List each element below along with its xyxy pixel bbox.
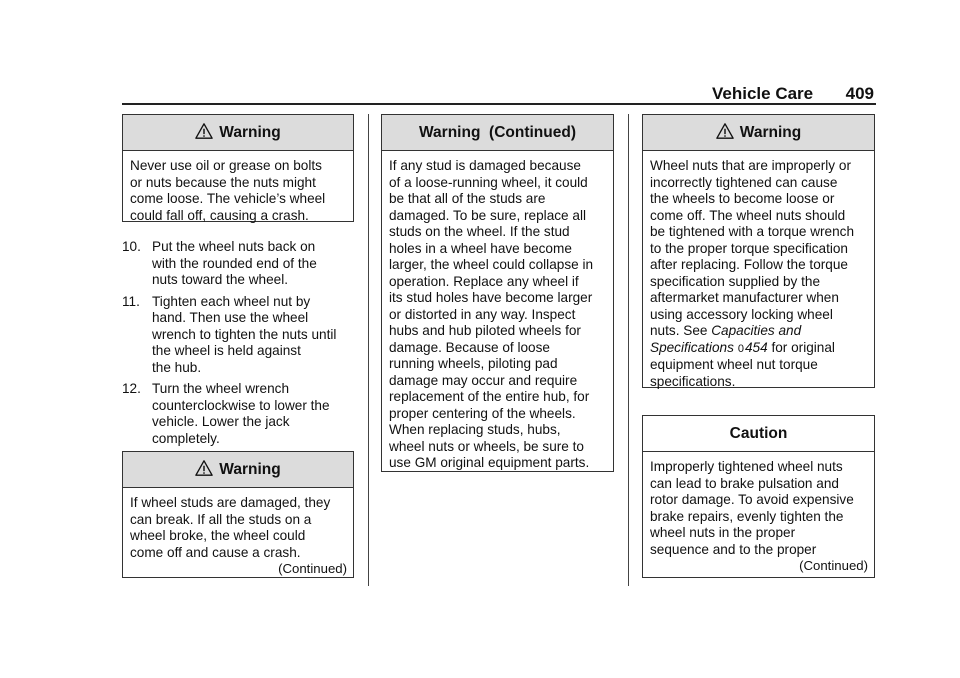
warning-heading-text: Warning [219,460,281,478]
warning-box-3 [642,114,875,388]
warning-heading-text: Warning (Continued) [419,123,576,141]
text-line: wheel broke, the wheel could [130,528,306,543]
text-line: use GM original equipment parts. [389,455,590,470]
text-line: its stud holes have become larger [389,290,593,305]
text-line: proper centering of the wheels. [389,405,576,421]
header-rule [122,103,876,105]
text-line: wrench to tighten the nuts until [152,326,337,342]
list-item [122,381,336,447]
text-line: come loose. The vehicle’s wheel [130,191,326,206]
text-line: running wheels, piloting pad [389,356,558,371]
step-number: 11. [122,293,140,309]
text-line: Turn the wheel wrench [152,381,290,396]
specifications-link[interactable]: Specifications [650,339,734,355]
text-line [650,340,868,358]
warning-body [382,151,613,478]
page-number: 409 [845,84,874,103]
warning-box-2 [122,451,354,578]
caution-body [643,452,874,558]
text-line: nuts toward the wheel. [152,272,289,287]
list-item [122,239,336,289]
capacities-link[interactable]: Capacities and [711,323,802,338]
text-line: can break. If all the studs on a [130,511,312,527]
list-item [122,294,336,377]
caution-heading [643,416,874,452]
text-line: to the proper torque specification [650,240,848,256]
warning-heading [123,452,353,488]
text-line: damage may occur and require [389,372,578,388]
text-line: counterclockwise to lower the [152,397,330,413]
column-divider-right [628,114,629,586]
text-line: equipment wheel nut torque [650,357,818,372]
text-line: vehicle. Lower the jack [152,414,290,429]
text-line: specifications. [650,373,736,389]
warning-box-1 [122,114,354,222]
text-line: the wheel is held against [152,343,301,358]
text-line: incorrectly tightened can cause [650,174,838,190]
text-line: can lead to brake pulsation and [650,475,839,491]
text-line: larger, the wheel could collapse in [389,257,594,272]
text-line: or nuts because the nuts might [130,174,316,190]
warning-body [643,151,874,396]
step-number: 12. [122,381,141,396]
continued-label: (Continued) [278,561,347,576]
text-line: be that all of the studs are [389,191,546,206]
text-line: studs on the wheel. If the stud [389,224,570,239]
warning-heading [123,115,353,151]
text-line: Put the wheel nuts back on [152,239,316,254]
caution-heading-text: Caution [729,424,788,442]
text-line: damage. Because of loose [389,339,550,355]
warning-body [123,488,353,561]
text-line: damaged. To be sure, replace all [389,207,586,223]
text-line: hand. Then use the wheel [152,310,309,325]
section-title: Vehicle Care [712,84,814,103]
warning-heading-text: Warning [739,123,802,141]
text-line: operation. Replace any wheel if [389,273,579,289]
text-line: come off. The wheel nuts should [650,207,846,223]
text-line: completely. [152,430,220,446]
warning-triangle-icon [195,459,213,477]
continued-label: (Continued) [799,558,868,573]
warning-body [123,151,353,230]
steps-list [122,239,336,452]
text-line: holes in a wheel have become [389,240,572,256]
warning-heading-text: Warning [219,123,281,141]
text-line: specification supplied by the [650,273,821,289]
text-line: wheel nuts or wheels, be sure to [389,438,584,454]
warning-triangle-icon [195,122,213,140]
warning-heading [643,115,874,151]
text-line: the hub. [152,359,202,375]
text-line: If wheel studs are damaged, they [130,495,331,510]
warning-continued-box [381,114,614,472]
page-ref-arrow-icon: 0 [737,342,744,355]
text-line: of a loose-running wheel, it could [389,174,588,190]
text-line: wheel nuts in the proper [650,525,796,540]
text-line: Never use oil or grease on bolts [130,158,322,173]
text-line: Tighten each wheel nut by [152,293,311,309]
text-line: could fall off, causing a crash. [130,207,309,223]
text-line: sequence and to the proper [650,541,817,557]
warning-continued-heading [382,115,613,151]
text-span: for original [767,339,835,355]
caution-box [642,415,875,578]
text-span: nuts. See [650,323,712,338]
text-line: hubs and hub piloted wheels for [389,323,581,338]
text-line: When replacing studs, hubs, [389,422,561,437]
text-line: aftermarket manufacturer when [650,290,839,305]
text-line: come off and cause a crash. [130,544,301,560]
text-line: be tightened with a torque wrench [650,224,855,239]
step-number: 10. [122,239,141,254]
text-line [650,323,868,340]
text-line: rotor damage. To avoid expensive [650,492,854,507]
text-line: after replacing. Follow the torque [650,257,848,272]
page-header [712,84,874,104]
text-line: using accessory locking wheel [650,306,833,322]
column-divider-left [368,114,369,586]
text-line: brake repairs, evenly tighten the [650,508,844,524]
text-line: or distorted in any way. Inspect [389,306,576,322]
warning-triangle-icon [716,122,734,140]
text-line: with the rounded end of the [152,255,317,271]
text-line: Improperly tightened wheel nuts [650,459,843,474]
text-line: If any stud is damaged because [389,158,581,173]
text-line: the wheels to become loose or [650,191,835,206]
page-ref-number[interactable]: 454 [745,339,768,355]
text-line: Wheel nuts that are improperly or [650,158,851,173]
text-line: replacement of the entire hub, for [389,389,590,404]
